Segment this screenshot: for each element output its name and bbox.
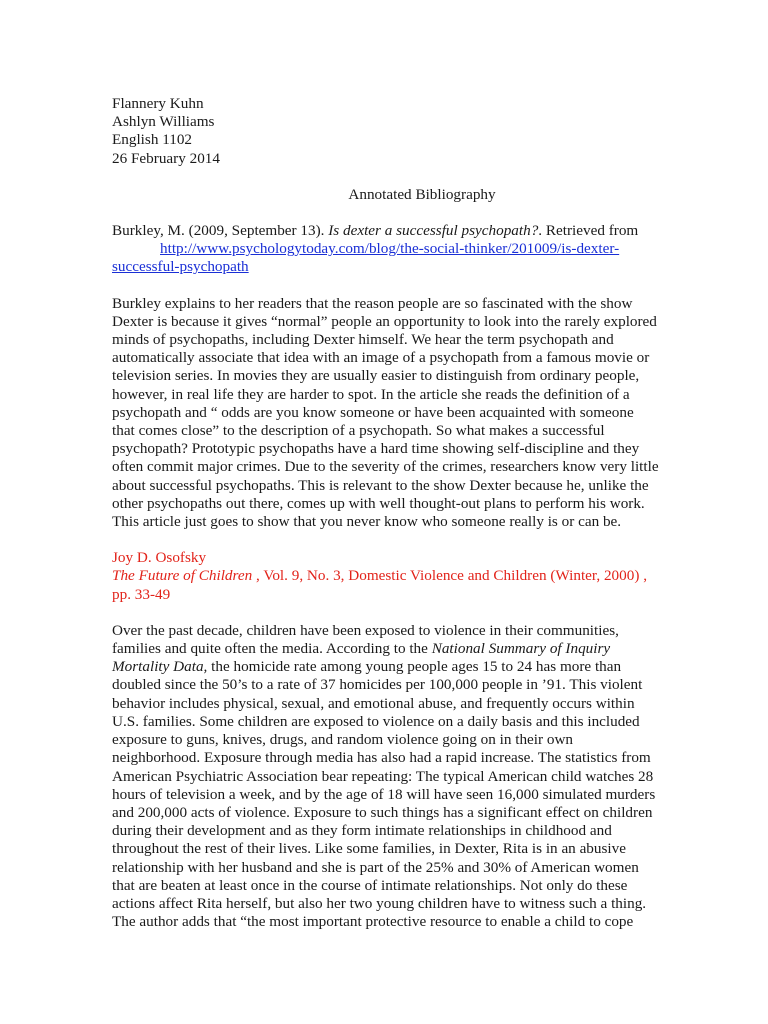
annotation-line: about successful psychopaths. This is relevant to the show Dexter because he, unlike the [112,476,649,494]
citation-burkley-title: Is dexter a successful psychopath? [328,222,539,240]
document-title: Annotated Bibliography [348,185,496,203]
citation-osofsky [112,549,672,604]
annotation-line: often commit major crimes. Due to the severity of the crimes, researchers know very little [112,458,659,476]
annotation-line: neighborhood. Exposure through media has also had a rapid increase. The statistics from [112,749,651,767]
instructor-name: Ashlyn Williams [112,113,215,131]
citation-osofsky-details: , Vol. 9, No. 3, Domestic Violence and Children (Winter, 2000) , [252,567,647,585]
citation-burkley-suffix: . Retrieved from [538,222,639,240]
annotation-line: relationship with her husband and she is part of the 25% and 30% of American women [112,858,639,876]
annotation-line: and 200,000 acts of violence. Exposure to such things has a significant effect on children [112,803,653,821]
annotation-line: during their development and as they form intimate relationships in childhood and [112,822,612,840]
annotation-line: other psychopaths out there, comes up with well thought-out plans to perform his work. [112,494,645,512]
source-title-italic: National Summary of Inquiry [431,640,611,658]
author-name: Flannery Kuhn [112,95,204,112]
annotation-line: American Psychiatric Association bear repeating: The typical American child watches 28 [112,767,654,785]
course-name: English 1102 [112,131,193,149]
annotation-line: psychopath? Prototypic psychopaths have a hard time showing self-discipline and they [112,440,640,458]
annotation-line: U.S. families. Some children are exposed to violence on a daily basis and this included [112,712,640,730]
annotation-line-prefix: families and quite often the media. According to the [112,640,432,658]
citation-burkley-url-line2[interactable]: successful-psychopath [112,258,249,276]
source-title-italic: Mortality Data, [112,658,208,676]
document-date: 26 February 2014 [112,149,220,167]
annotation-line: throughout the rest of their lives. Like some families, in Dexter, Rita is in an abusive [112,840,626,858]
annotation-line: Over the past decade, children have been exposed to violence in their communities, [112,621,619,639]
citation-osofsky-author: Joy D. Osofsky [112,549,207,567]
annotation-line: actions affect Rita herself, but also her two young children have to witness such a thing. [112,894,647,912]
annotation-line: Burkley explains to her readers that the reason people are so fascinated with the show [112,294,633,312]
annotation-line: doubled since the 50’s to a rate of 37 homicides per 100,000 people in ’91. This violent [112,676,643,694]
annotation-line-suffix: the homicide rate among young people ages 15 to 24 has more than [207,658,622,676]
annotation-line: The author adds that “the most important protective resource to enable a child to cope [112,913,634,931]
annotation-line: however, in real life they are harder to spot. In the article she reads the definition of a [112,385,630,403]
citation-osofsky-pages: pp. 33-49 [112,585,171,603]
citation-burkley [112,222,672,277]
annotation-line: exposure to guns, knives, drugs, and random violence going on in their own [112,731,574,749]
annotation-line: automatically associate that idea with an image of a psychopath from a famous movie or [112,349,650,367]
annotation-line: psychopath and “ odds are you know someone or have been acquainted with someone [112,403,634,421]
annotation-line: behavior includes physical, sexual, and emotional abuse, and frequently occurs within [112,694,635,712]
annotation-line: that comes close” to the description of a psychopath. So what makes a successful [112,422,605,440]
annotation-line: television series. In movies they are usually easier to distinguish from ordinary people, [112,367,640,385]
annotation-line: minds of psychopaths, including Dexter himself. We hear the term psychopath and [112,331,614,349]
citation-osofsky-journal: The Future of Children [112,567,253,585]
annotation-osofsky [112,622,672,931]
citation-burkley-url-line1[interactable]: http://www.psychologytoday.com/blog/the-social-thinker/201009/is-dexter- [160,240,620,258]
header-block [112,95,672,168]
annotation-line: This article just goes to show that you never know who someone really is or can be. [112,513,622,531]
annotation-line: Dexter is because it gives “normal” people an opportunity to look into the rarely explored [112,312,657,330]
annotation-line: hours of television a week, and by the age of 18 will have seen 16,000 simulated murders [112,785,656,803]
annotation-burkley [112,295,672,532]
annotation-line: that are beaten at least once in the course of intimate relationships. Not only do these [112,876,628,894]
citation-burkley-prefix: Burkley, M. (2009, September 13). [112,222,329,240]
